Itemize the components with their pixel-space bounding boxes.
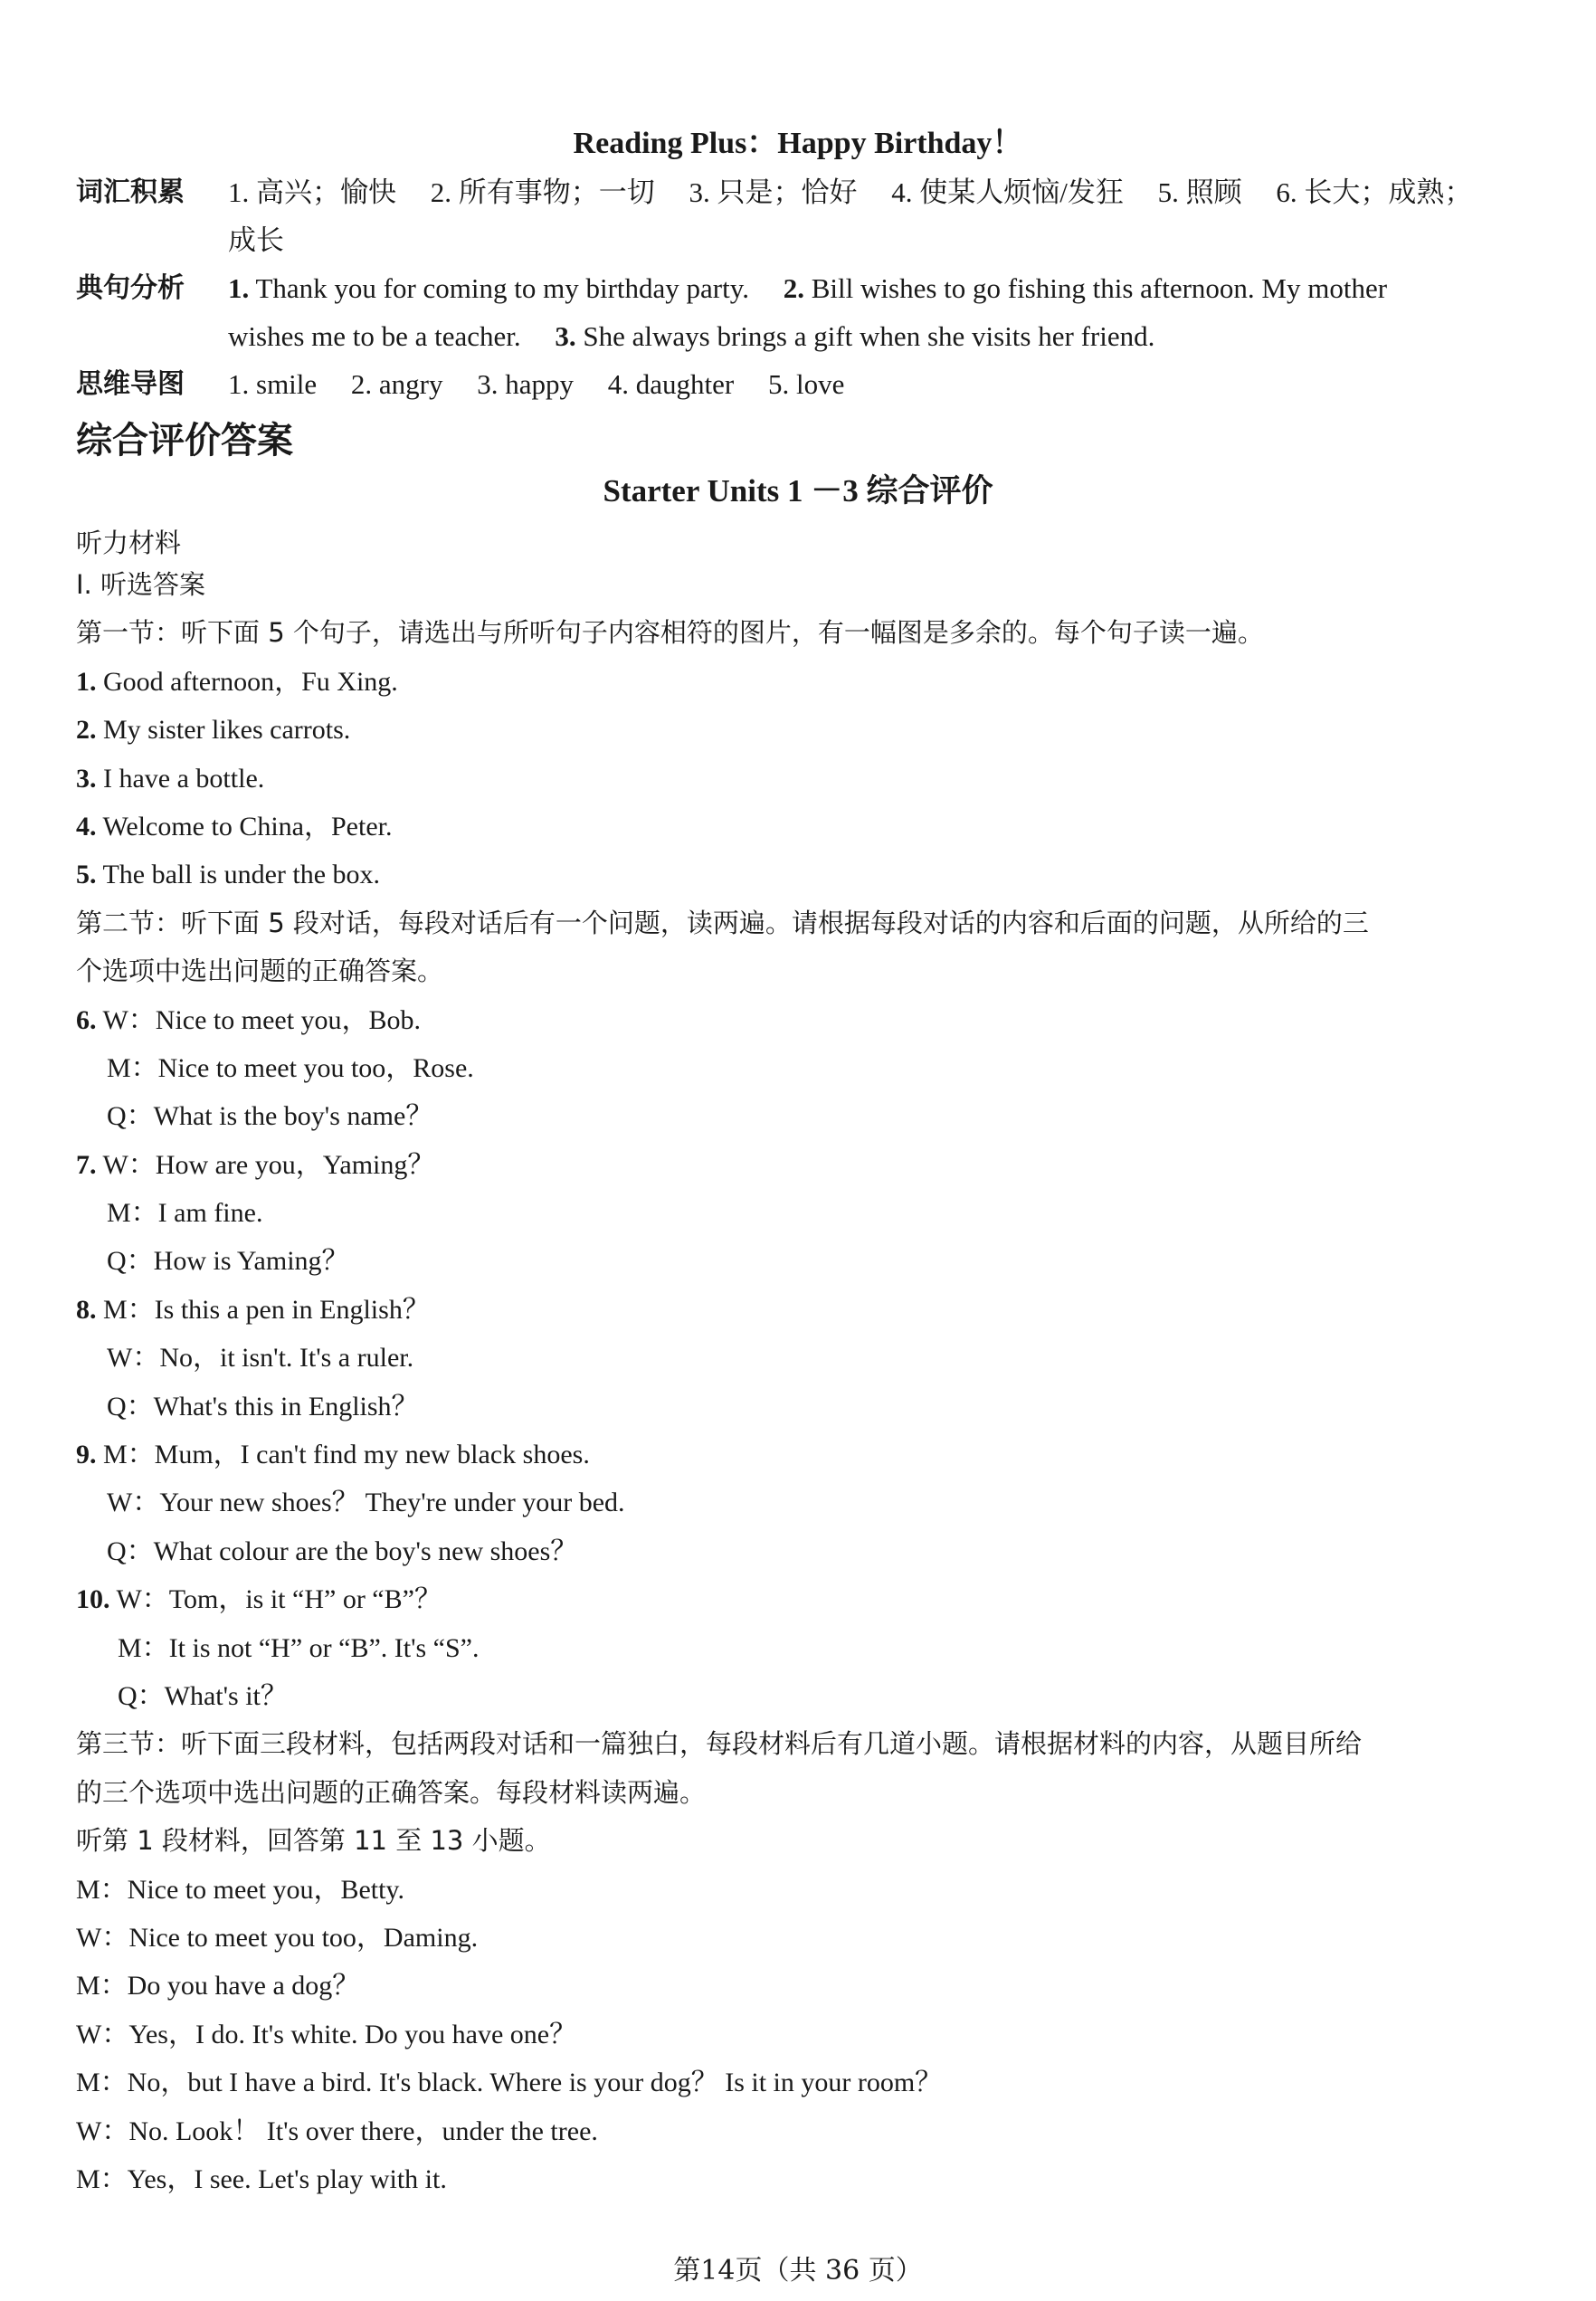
transcript-line: [76, 1479, 1524, 1526]
transcript-line: [76, 1624, 1524, 1672]
transcript-line: [76, 658, 1524, 706]
mindmap-item: 1. smile: [228, 368, 318, 400]
line-text: Good afternoon，Fu Xing.: [96, 666, 398, 697]
listening-label: 听力材料: [76, 528, 182, 558]
line-text: W：Tom，is it “H” or “B”？: [109, 1584, 442, 1615]
transcript-line: [76, 1527, 1524, 1575]
section-title: 综合评价答案: [76, 420, 293, 461]
transcript-line: [76, 561, 1524, 609]
transcript-line: [76, 2059, 1524, 2106]
item-number: 8.: [76, 1294, 97, 1325]
line-text: M：Do you have a dog？: [76, 1971, 360, 2001]
item-number: 9.: [76, 1440, 97, 1470]
vocab-item: 3. 只是；恰好: [689, 176, 858, 208]
line-text: M：I am fine.: [107, 1198, 263, 1229]
item-number: 7.: [76, 1149, 97, 1180]
transcript-line: [76, 899, 1524, 947]
mindmap-item: 3. happy: [477, 368, 575, 400]
transcript-line: [76, 1866, 1524, 1914]
item-number: 3.: [76, 763, 97, 794]
sentence-text: She always brings a gift when she visits her friend.: [575, 320, 1155, 352]
transcript-line: [76, 996, 1524, 1044]
line-text: Ⅰ. 听选答案: [76, 569, 205, 600]
transcript-line: [76, 1237, 1524, 1285]
item-number: 1.: [228, 272, 250, 304]
sentence-label: 典句分析: [76, 272, 185, 304]
line-text: Welcome to China，Peter.: [96, 811, 393, 841]
transcript-line: [76, 1720, 1524, 1768]
sentence-line: [228, 312, 1596, 360]
mindmap-item: 2. angry: [350, 368, 443, 400]
sentence-line: [228, 264, 1596, 312]
line-text: W：Nice to meet you too，Daming.: [76, 1922, 479, 1953]
reading-plus-title: Reading Plus：Happy Birthday！: [573, 127, 1023, 160]
line-text: 第二节：听下面 5 段对话，每段对话后有一个问题，读两遍。请根据每段对话的内容和后面的问题，从所给的三: [76, 907, 1369, 938]
transcript-line: [76, 1431, 1524, 1479]
line-text: 第三节：听下面三段材料，包括两段对话和一篇独白，每段材料后有几道小题。请根据材料的内容，从题目所给: [76, 1728, 1363, 1760]
transcript-line: [76, 1817, 1524, 1865]
vocab-item: 6. 长大；成熟；: [1276, 176, 1473, 208]
item-number: 6.: [76, 1004, 97, 1035]
line-text: M：Mum，I can't find my new black shoes.: [96, 1440, 590, 1470]
transcript-line: [76, 1044, 1524, 1092]
transcript-line: [76, 2155, 1524, 2203]
listening-transcript: [76, 561, 1524, 2203]
item-number: 1.: [76, 666, 97, 697]
mindmap-item: 5. love: [768, 368, 845, 400]
line-text: M：Is this a pen in English？: [96, 1294, 430, 1325]
line-text: 的三个选项中选出问题的正确答案。每段材料读两遍。: [76, 1776, 707, 1808]
transcript-line: [76, 1189, 1524, 1237]
transcript-line: [76, 706, 1524, 754]
transcript-line: [76, 1383, 1524, 1431]
sentence-text: Thank you for coming to my birthday party.: [249, 272, 749, 304]
vocab-items: [228, 168, 1596, 216]
item-number: 2.: [783, 272, 804, 304]
vocab-item: 5. 照顾: [1157, 176, 1242, 208]
line-text: 个选项中选出问题的正确答案。: [76, 956, 444, 987]
transcript-line: [76, 1914, 1524, 1962]
transcript-line: [76, 1575, 1524, 1623]
line-text: 第一节：听下面 5 个句子，请选出与所听句子内容相符的图片，有一幅图是多余的。每个句子读一遍。: [76, 617, 1264, 649]
item-number: 5.: [76, 860, 97, 890]
transcript-line: [76, 851, 1524, 899]
vocab-item: 1. 高兴；愉快: [228, 176, 396, 208]
transcript-line: [76, 1141, 1524, 1189]
line-text: Q：What's it？: [118, 1680, 288, 1711]
page-footer: 第14页（共 36 页）: [673, 2255, 923, 2287]
item-number: 2.: [76, 715, 97, 746]
line-text: M：Nice to meet you，Betty.: [76, 1874, 404, 1905]
item-number: 3.: [555, 320, 576, 352]
transcript-line: [76, 609, 1524, 657]
line-text: M：Nice to meet you too，Rose.: [107, 1052, 474, 1083]
mindmap-item: 4. daughter: [607, 368, 735, 400]
line-text: M：Yes，I see. Let's play with it.: [76, 2163, 447, 2194]
transcript-line: [76, 1334, 1524, 1382]
transcript-line: [76, 1962, 1524, 2010]
line-text: W：No，it isn't. It's a ruler.: [107, 1343, 414, 1374]
line-text: 听第 1 段材料，回答第 11 至 13 小题。: [76, 1825, 551, 1857]
line-text: W：No. Look！ It's over there，under the tree.: [76, 2116, 598, 2146]
line-text: Q：How is Yaming？: [107, 1246, 349, 1277]
sentence-text: Bill wishes to go fishing this afternoon. My mother: [803, 272, 1388, 304]
line-text: Q：What colour are the boy's new shoes？: [107, 1536, 578, 1566]
transcript-line: [76, 2011, 1524, 2059]
line-text: I have a bottle.: [96, 763, 265, 794]
line-text: Q：What is the boy's name？: [107, 1101, 433, 1132]
line-text: M：It is not “H” or “B”. It's “S”.: [118, 1632, 480, 1663]
line-text: W：Your new shoes？ They're under your bed.: [107, 1488, 625, 1518]
item-number: 4.: [76, 811, 97, 841]
line-text: W：Nice to meet you，Bob.: [96, 1004, 422, 1035]
vocab-cont: 成长: [228, 224, 284, 256]
transcript-line: [76, 803, 1524, 851]
transcript-line: [76, 947, 1524, 995]
line-text: My sister likes carrots.: [96, 715, 351, 746]
vocab-item: 4. 使某人烦恼/发狂: [891, 176, 1124, 208]
vocab-label: 词汇积累: [76, 176, 185, 208]
mindmap-label: 思维导图: [76, 368, 185, 400]
mindmap-items: [228, 360, 1596, 408]
transcript-line: [76, 1769, 1524, 1817]
transcript-line: [76, 1092, 1524, 1140]
line-text: The ball is under the box.: [96, 860, 381, 890]
line-text: Q：What's this in English？: [107, 1391, 419, 1421]
transcript-line: [76, 755, 1524, 803]
transcript-line: [76, 1672, 1524, 1720]
sentence-text: wishes me to be a teacher.: [228, 320, 521, 352]
transcript-line: [76, 1286, 1524, 1334]
line-text: W：Yes，I do. It's white. Do you have one？: [76, 2019, 577, 2049]
vocab-item: 2. 所有事物；一切: [430, 176, 655, 208]
line-text: W：How are you，Yaming？: [96, 1149, 435, 1180]
unit-title: Starter Units 1 －3 综合评价: [603, 473, 993, 509]
line-text: M：No，but I have a bird. It's black. Where is your dog？ Is it in your room？: [76, 2068, 943, 2098]
transcript-line: [76, 2107, 1524, 2155]
item-number: 10.: [76, 1584, 110, 1615]
